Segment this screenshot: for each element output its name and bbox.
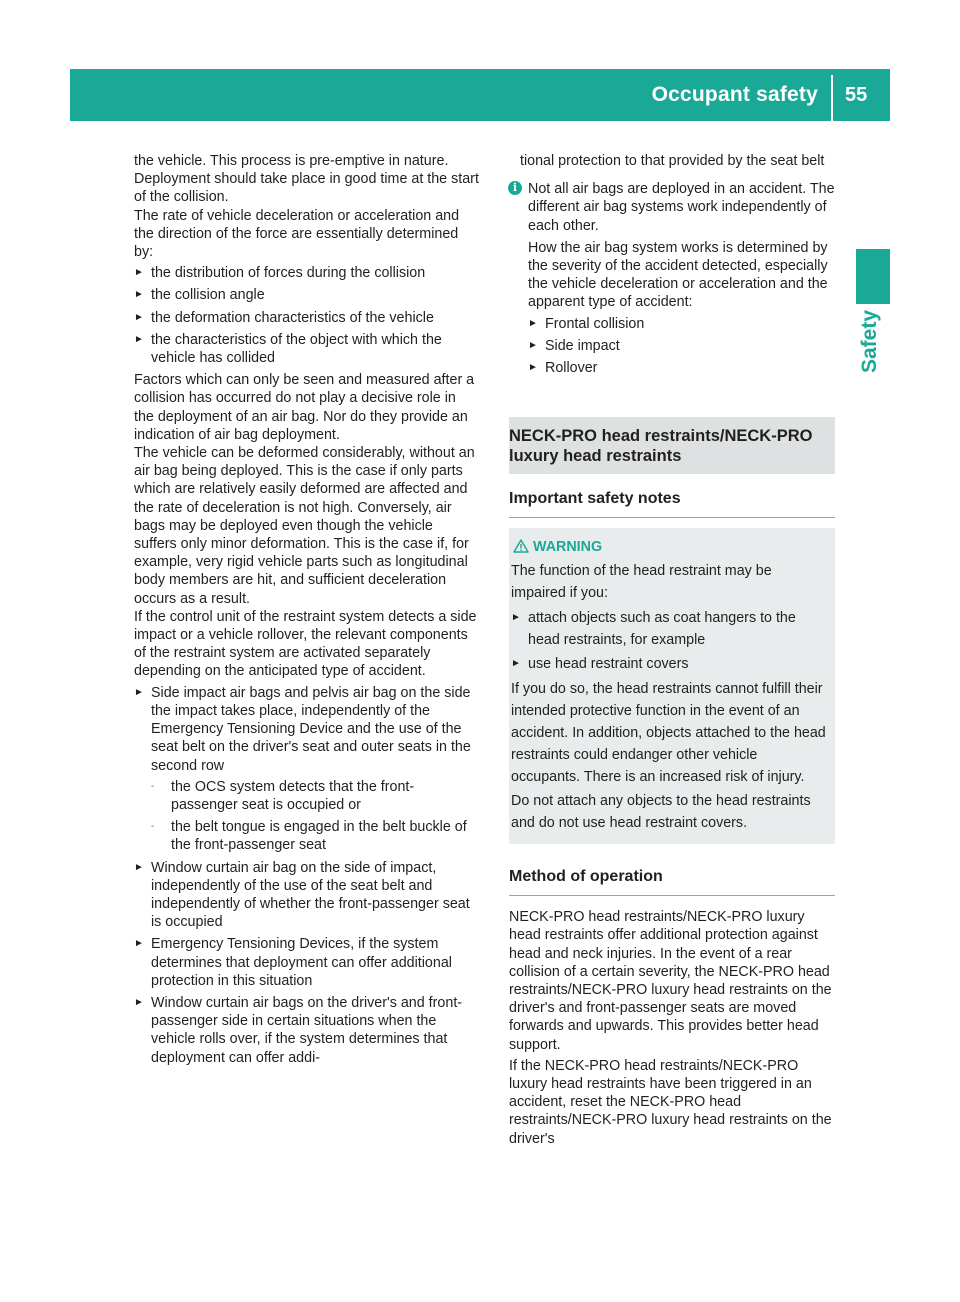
paragraph: If the control unit of the restraint system detects a side impact or a vehicle rollover, the relevant components of the restraint system are activated separately depending on the anticipated type of accident.: [134, 608, 477, 680]
bullet-list: [511, 607, 827, 675]
info-icon: i: [508, 181, 522, 195]
right-column: [509, 152, 835, 1148]
bullet-icon: ►: [528, 339, 538, 351]
list-item: ► Side impact air bags and pelvis air bag on the side the impact takes place, independently of the Emergency Tensioning Device and the use of the seat belt on the driver's seat and outer seats in the second row - the OCS system detects that the front-passenger seat is occupied or - the belt tongue is engaged in the belt buckle of the front-passenger seat: [134, 684, 479, 855]
paragraph: NECK-PRO head restraints/NECK-PRO luxury head restraints offer additional protection against head and neck injuries. In the event of a rear collision of a certain severity, the NECK-PRO head restraints/NECK-PRO luxury head restraints on the driver's and front-passenger seats are moved forwards and upwards. This provides better head support.: [509, 909, 832, 1053]
paragraph: If you do so, the head restraints cannot fulfill their intended protective function in the event of an accident. In addition, objects attached to the head restraints could endanger other vehicle occupants. There is an increased risk of injury.: [511, 681, 826, 786]
paragraph: The rate of vehicle deceleration or acceleration and the direction of the force are essentially determined by:: [134, 207, 460, 261]
bullet-icon: ►: [134, 311, 144, 323]
side-tab: [856, 249, 890, 304]
subsection-title: Method of operation: [509, 866, 835, 896]
bullet-list: [134, 264, 479, 367]
list-item: ► use head restraint covers: [511, 653, 827, 675]
info-note: [509, 180, 835, 377]
section-title: NECK-PRO head restraints/NECK-PRO luxury head restraints: [509, 417, 835, 474]
paragraph: If the NECK-PRO head restraints/NECK-PRO luxury head restraints have been triggered in an accident, reset the NECK-PRO head restraints/NECK-PRO luxury head restraints on the driver's: [509, 1057, 832, 1147]
side-tab-label: Safety: [858, 309, 881, 373]
paragraph: tional protection to that provided by the seat belt: [520, 153, 825, 169]
paragraph: The function of the head restraint may be impaired if you:: [511, 563, 772, 602]
header-title: Occupant safety: [651, 83, 818, 106]
bullet-icon: ►: [134, 938, 144, 950]
left-column: [134, 152, 479, 1071]
paragraph: Do not attach any objects to the head restraints and do not use head restraint covers.: [511, 793, 811, 832]
subsection-title: Important safety notes: [509, 488, 835, 518]
bullet-icon: ►: [134, 289, 144, 301]
list-item: - the OCS system detects that the front-passenger seat is occupied or: [151, 778, 415, 813]
list-item: ► Window curtain air bags on the driver's and front-passenger side in certain situations when the vehicle rolls over, if the system determines that deployment can offer addi-: [134, 994, 463, 1066]
bullet-list: [134, 684, 479, 1067]
dash-icon: -: [151, 780, 155, 792]
bullet-icon: ►: [134, 861, 144, 873]
warning-icon: [513, 539, 529, 553]
bullet-icon: ►: [134, 267, 144, 279]
bullet-icon: ►: [528, 317, 538, 329]
continued-text: [509, 152, 835, 170]
list-item: ► Window curtain air bag on the side of impact, independently of the use of the seat belt and independently of whether the front-passenger seat is occupied: [134, 859, 470, 931]
list-item: ► the collision angle: [134, 287, 265, 304]
list-item: ► the distribution of forces during the collision: [134, 265, 426, 282]
paragraph: The vehicle can be deformed considerably, without an air bag being deployed. This is the case if only parts which are relatively easily deformed are affected and the rate of deceleration is not high. Conversely, air bags may be deployed even though the vehicle suffers only minor deformation. This is the case if, for example, very rigid vehicle parts such as longitudinal body members are hit, and sufficient deceleration occurs as a result.: [134, 445, 475, 607]
list-item: ► the characteristics of the object with which the vehicle has collided: [134, 331, 442, 367]
bullet-icon: ►: [511, 612, 521, 624]
paragraph: How the air bag system works is determined by the severity of the accident detected, especially the vehicle deceleration or acceleration and the apparent type of accident:: [528, 239, 828, 311]
page-number: 55: [845, 84, 868, 106]
list-item: ► Rollover: [528, 360, 598, 377]
header-divider: [831, 75, 833, 121]
bullet-icon: ►: [528, 362, 538, 374]
list-item: - the belt tongue is engaged in the belt buckle of the front-passenger seat: [151, 819, 467, 854]
warning-header: WARNING: [511, 536, 827, 558]
header-bar: [70, 69, 890, 121]
list-item: ► the deformation characteristics of the vehicle: [134, 309, 434, 326]
warning-box: [509, 528, 835, 844]
list-item: ► Side impact: [528, 337, 620, 354]
bullet-icon: ►: [134, 333, 144, 345]
dash-icon: -: [151, 821, 155, 833]
bullet-icon: ►: [134, 996, 144, 1008]
list-item: ► attach objects such as coat hangers to the head restraints, for example: [511, 607, 827, 651]
paragraph: Factors which can only be seen and measured after a collision has occurred do not play a decisive role in the deployment of an air bag. Nor do they provide an indication of air bag deployment.: [134, 372, 475, 443]
dash-list: [151, 778, 479, 855]
paragraph: the vehicle. This process is pre-emptive in nature. Deployment should take place in good time at the start of the collision.: [134, 153, 479, 206]
body-text: [509, 908, 835, 1148]
paragraph: Not all air bags are deployed in an accident. The different air bag systems work independently of each other.: [528, 181, 835, 234]
bullet-list: [528, 315, 835, 378]
bullet-icon: ►: [511, 658, 521, 670]
bullet-icon: ►: [134, 686, 144, 698]
list-item: ► Frontal collision: [528, 315, 645, 332]
list-item: ► Emergency Tensioning Devices, if the system determines that deployment can offer additional protection in this situation: [134, 936, 452, 989]
